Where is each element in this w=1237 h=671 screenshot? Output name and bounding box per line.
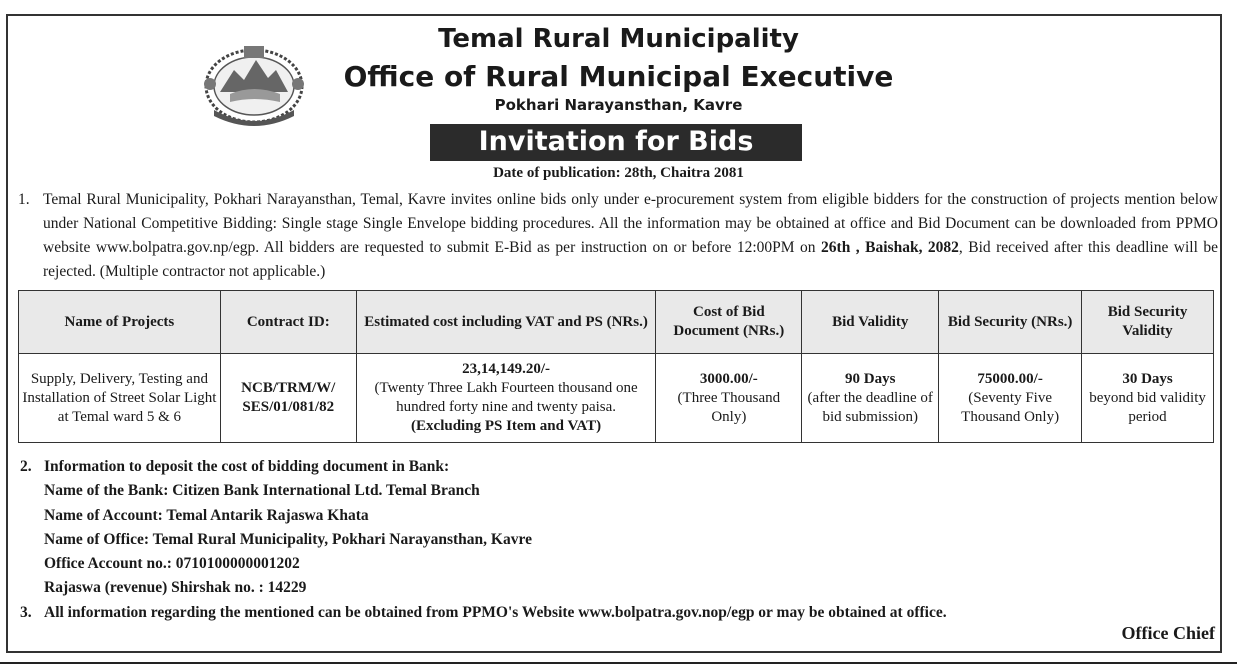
validity-note: (after the deadline of bid submission)	[807, 389, 933, 425]
ppmo-note: All information regarding the mentioned can be obtained from PPMO's Website www.bolpatra.gov.nop/egp or may be obtained at office.	[44, 603, 947, 621]
document-cost-words: (Three Thousand Only)	[677, 389, 781, 425]
account-name: Name of Account: Temal Antarik Rajaswa Khata	[44, 506, 369, 524]
invitation-banner: Invitation for Bids	[430, 124, 802, 161]
security-validity-note: beyond bid validity period	[1089, 389, 1206, 425]
office-name: Name of Office: Temal Rural Municipality, Pokhari Narayansthan, Kavre	[44, 530, 532, 548]
contract-id-line2: SES/01/081/82	[242, 399, 335, 415]
office-title: Office of Rural Municipal Executive	[343, 60, 894, 93]
deposit-heading: Information to deposit the cost of bidding document in Bank:	[44, 458, 450, 475]
deposit-info	[22, 455, 1222, 625]
bid-deadline: 26th , Baishak, 2082	[821, 239, 959, 256]
address: Pokhari Narayansthan, Kavre	[494, 96, 743, 114]
cell-document-cost	[656, 354, 802, 443]
header-bid-validity: Bid Validity	[802, 291, 939, 354]
cell-security-validity	[1082, 354, 1214, 443]
item-number: 3.	[20, 603, 32, 621]
cell-bid-validity	[802, 354, 939, 443]
header-name-of-projects: Name of Projects	[19, 291, 221, 354]
signoff: Office Chief	[1121, 623, 1215, 643]
item-number: 1.	[18, 191, 30, 208]
validity-days: 90 Days	[845, 370, 896, 387]
table-header-row	[19, 291, 1214, 354]
header-bid-document-cost: Cost of Bid Document (NRs.)	[656, 291, 802, 354]
contract-id-line1: NCB/TRM/W/	[241, 380, 336, 396]
projects-table	[18, 290, 1214, 443]
account-number: Office Account no.: 0710100000001202	[44, 555, 300, 573]
document-cost-amount: 3000.00/-	[699, 370, 758, 387]
cell-project-name: Supply, Delivery, Testing and Installation of Street Solar Light at Temal ward 5 & 6	[19, 354, 221, 443]
publication-date: Date of publication: 28th, Chaitra 2081	[493, 165, 744, 181]
municipality-title: Temal Rural Municipality	[438, 24, 799, 54]
intro-text: Temal Rural Municipality, Pokhari Narayansthan, Temal, Kavre invites online bids only under e-procurement system from eligible bidders for the construction of projects mention below under National Competitive Bidding: Single stage Single Envelope bidding procedures. All the information may be obtained at office and Bid Document can be downloaded from PPMO website www.bolpatra.gov.np/egp. All bidders are requested to submit E-Bid as per instruction on or before 12:00PM on	[43, 191, 1218, 256]
header-bid-security: Bid Security (NRs.)	[939, 291, 1082, 354]
security-words: (Seventy Five Thousand Only)	[961, 389, 1060, 425]
intro-text-after: , Bid received after this deadline will be rejected. (Multiple contractor not applicable.)	[43, 239, 1219, 280]
cell-estimated-cost	[356, 354, 656, 443]
bank-name: Name of the Bank: Citizen Bank International Ltd. Temal Branch	[44, 482, 480, 500]
security-amount: 75000.00/-	[977, 370, 1043, 387]
table-row	[19, 354, 1214, 443]
security-validity-days: 30 Days	[1122, 370, 1173, 387]
cost-in-words: (Twenty Three Lakh Fourteen thousand one hundred forty nine and twenty paisa.	[374, 380, 638, 415]
header-bid-security-validity: Bid Security Validity	[1082, 291, 1214, 354]
header-estimated-cost: Estimated cost including VAT and PS (NRs.)	[356, 291, 656, 354]
cell-contract-id	[220, 354, 356, 443]
cell-bid-security	[939, 354, 1082, 443]
intro-paragraph	[18, 188, 1218, 284]
bottom-rule	[0, 662, 1237, 664]
item-number: 2.	[20, 458, 32, 475]
cost-note: (Excluding PS Item and VAT)	[411, 418, 602, 434]
cost-amount: 23,14,149.20/-	[462, 361, 551, 377]
revenue-shirshak: Rajaswa (revenue) Shirshak no. : 14229	[44, 579, 307, 597]
header-contract-id: Contract ID:	[220, 291, 356, 354]
